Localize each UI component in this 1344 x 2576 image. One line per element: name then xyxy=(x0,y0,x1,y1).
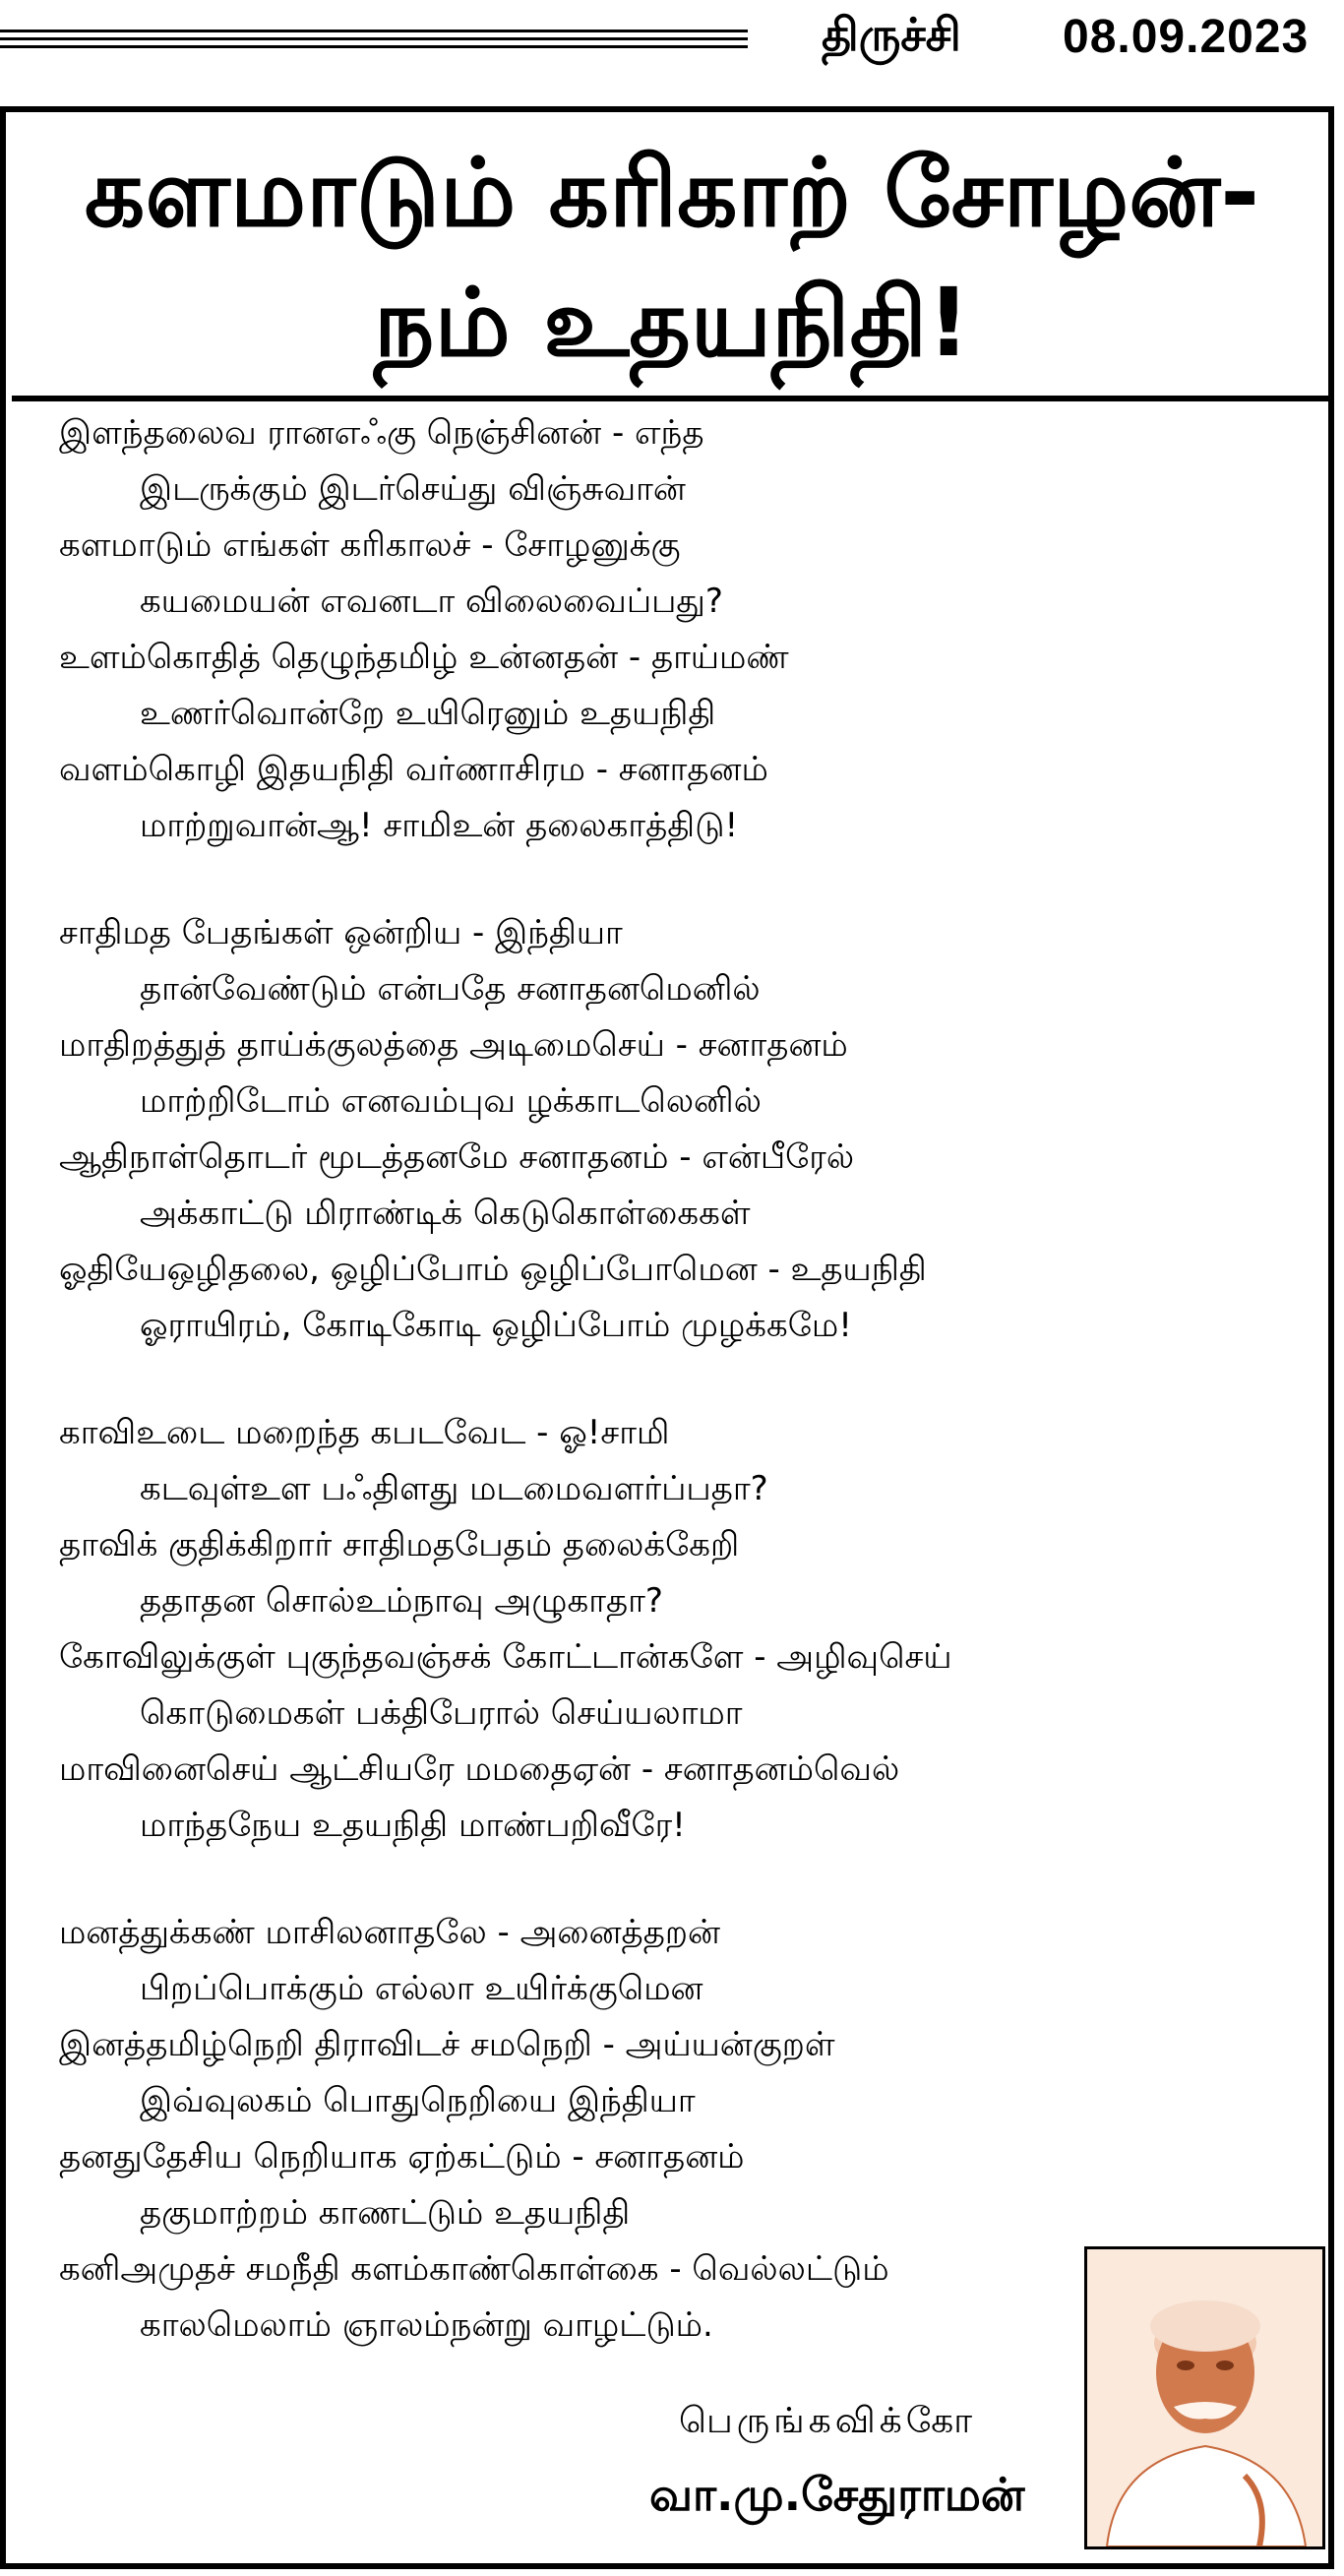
headline xyxy=(0,128,1344,388)
poem-line: சாதிமத பேதங்கள் ஒன்றிய - இந்தியா xyxy=(59,913,623,952)
poem-line: காவிஉடை மறைந்த கபடவேட - ஓ!சாமி xyxy=(59,1413,670,1452)
poem-line: இளந்தலைவ ரானஎஃகு நெஞ்சினன் - எந்த xyxy=(59,413,704,453)
edition-date: 08.09.2023 xyxy=(1063,11,1310,63)
poem-line: தகுமாற்றம் காணட்டும் உதயநிதி xyxy=(140,2193,631,2233)
poem-line: ததாதன சொல்உம்நாவு அழுகாதா? xyxy=(140,1581,663,1621)
poem-line: ஓதியேஒழிதலை, ஒழிப்போம் ஒழிப்போமென - உதயநிதி xyxy=(59,1250,927,1289)
headline-line-2: நம் உதயநிதி! xyxy=(373,268,971,378)
rule-line xyxy=(0,45,748,48)
poem-line: இனத்தமிழ்நெறி திராவிடச் சமநெறி - அய்யன்குறள் xyxy=(59,2025,835,2064)
poet-name: வா.மு.சேதுராமன் xyxy=(649,2468,1025,2521)
poem-stanza xyxy=(59,1405,1082,1854)
poet-title: பெருங்கவிக்கோ xyxy=(679,2401,977,2441)
poem-line: கயமையன் எவனடா விலைவைப்பது? xyxy=(140,582,723,621)
poet-portrait-illustration xyxy=(1087,2249,1322,2546)
poem-line: களமாடும் எங்கள் கரிகாலச் - சோழனுக்கு xyxy=(59,525,681,565)
poem-line: மாந்தநேய உதயநிதி மாண்பறிவீரே! xyxy=(140,1806,686,1845)
poem-line: மாதிறத்துத் தாய்க்குலத்தை அடிமைசெய் - சனாதனம் xyxy=(59,1025,848,1065)
poem-line: காலமெலாம் ஞாலம்நன்று வாழட்டும். xyxy=(140,2305,713,2345)
edition-city: திருச்சி xyxy=(822,8,961,61)
poem-line: மனத்துக்கண் மாசிலனாதலே - அனைத்தறன் xyxy=(59,1913,720,1952)
poem-line: கொடுமைகள் பக்திபேரால் செய்யலாமா xyxy=(140,1693,743,1733)
poem-line: அக்காட்டு மிராண்டிக் கெடுகொள்கைகள் xyxy=(140,1194,751,1233)
poem-line: இடருக்கும் இடர்செய்து விஞ்சுவான் xyxy=(140,469,686,509)
poem-body xyxy=(59,405,1082,2405)
poem-line: கோவிலுக்குள் புகுந்தவஞ்சக் கோட்டான்களே - அழிவுசெய் xyxy=(59,1637,952,1677)
poet-portrait xyxy=(1084,2246,1325,2549)
poem-line: பிறப்பொக்கும் எல்லா உயிர்க்குமென xyxy=(140,1969,703,2008)
poem-line: கனிஅமுதச் சமநீதி களம்காண்கொள்கை - வெல்லட்டும் xyxy=(59,2249,889,2289)
poem-line: உணர்வொன்றே உயிரெனும் உதயநிதி xyxy=(140,694,716,733)
poem-line: ஓராயிரம், கோடிகோடி ஒழிப்போம் முழக்கமே! xyxy=(140,1306,852,1345)
poem-stanza xyxy=(59,905,1082,1354)
poem-line: தாவிக் குதிக்கிறார் சாதிமதபேதம் தலைக்கேறி xyxy=(59,1525,740,1564)
headline-line-1: களமாடும் கரிகாற் சோழன்- xyxy=(84,138,1260,248)
poem-line: மாற்றிடோம் எனவம்புவ ழக்காடலெனில் xyxy=(140,1081,762,1121)
headline-divider xyxy=(12,396,1330,401)
poem-line: மாற்றுவான்ஆ! சாமிஉன் தலைகாத்திடு! xyxy=(140,806,739,845)
poem-line: தனதுதேசிய நெறியாக ஏற்கட்டும் - சனாதனம் xyxy=(59,2137,745,2177)
poem-line: கடவுள்உள பஃதிளது மடமைவளர்ப்பதா? xyxy=(140,1469,768,1508)
rule-line xyxy=(0,30,748,32)
poem-line: ஆதிநாள்தொடர் மூடத்தனமே சனாதனம் - என்பீரேல் xyxy=(59,1137,855,1177)
poem-line: வளம்கொழி இதயநிதி வர்ணாசிரம - சனாதனம் xyxy=(59,750,768,789)
poem-stanza xyxy=(59,405,1082,854)
masthead xyxy=(0,0,1344,93)
rule-line xyxy=(0,37,748,40)
poem-line: இவ்வுலகம் பொதுநெறியை இந்தியா xyxy=(140,2081,696,2120)
masthead-rule-lines xyxy=(0,30,748,53)
poem-line: உளம்கொதித் தெழுந்தமிழ் உன்னதன் - தாய்மண் xyxy=(59,638,789,677)
poem-stanza xyxy=(59,1905,1082,2354)
poem-line: தான்வேண்டும் என்பதே சனாதனமெனில் xyxy=(140,969,761,1009)
poem-line: மாவினைசெய் ஆட்சியரே மமதைஏன் - சனாதனம்வெல் xyxy=(59,1749,900,1789)
